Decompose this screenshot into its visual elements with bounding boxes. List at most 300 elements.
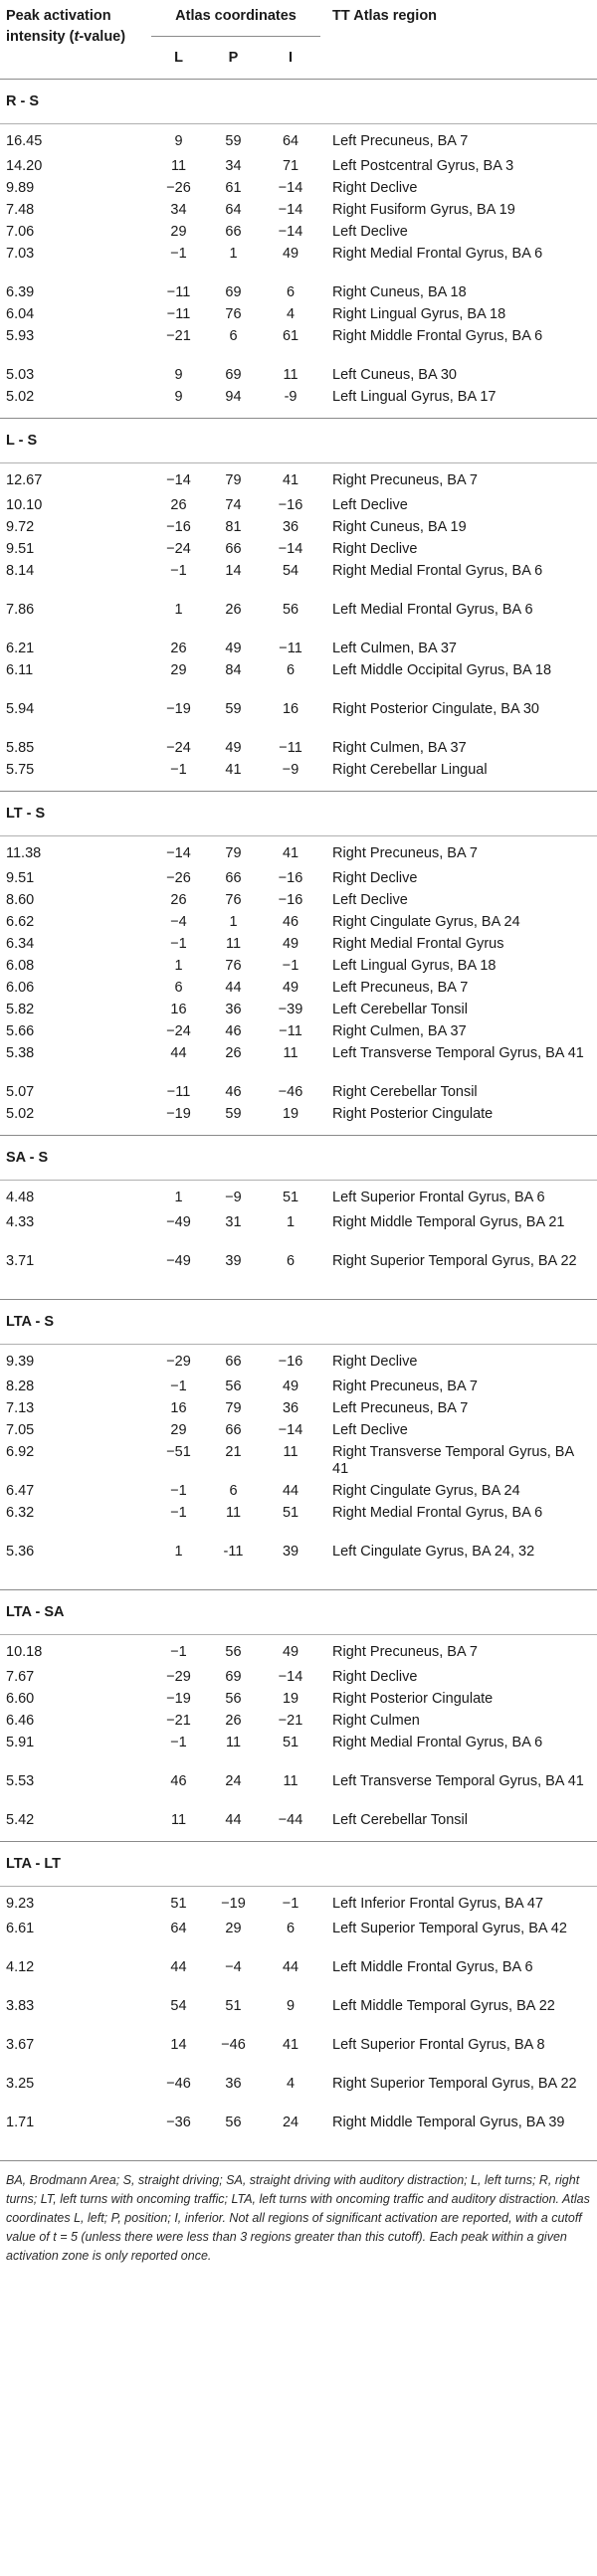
section-header-row <box>0 791 597 835</box>
cell-l: 9 <box>151 388 206 419</box>
cell-region: Right Precuneus, BA 7 <box>332 471 478 488</box>
header-tt-atlas-region: TT Atlas region <box>320 0 597 79</box>
table-row <box>0 869 597 891</box>
table-row <box>0 1399 597 1421</box>
cell-region: Right Declive <box>332 1353 418 1370</box>
cell-i: −39 <box>278 1001 303 1017</box>
cell-p: 64 <box>225 201 242 218</box>
cell-region: Left Declive <box>332 223 408 240</box>
cell-p: 11 <box>225 1734 242 1750</box>
cell-l: −46 <box>166 2075 191 2092</box>
cell-l: 16 <box>170 1001 187 1017</box>
cell-i: 11 <box>283 1772 298 1789</box>
table-row <box>0 979 597 1001</box>
cell-l: 54 <box>170 1997 187 2014</box>
cell-p: 59 <box>206 1105 261 1136</box>
table-row <box>0 123 597 157</box>
cell-region: Left Cerebellar Tonsil <box>332 1001 468 1017</box>
cell-intensity: 7.05 <box>6 1421 35 1438</box>
cell-region: Left Superior Frontal Gyrus, BA 8 <box>332 2036 545 2053</box>
cell-region: Left Precuneus, BA 7 <box>332 979 469 996</box>
table-row <box>0 1421 597 1443</box>
cell-p: 1 <box>229 245 238 262</box>
cell-intensity: 7.03 <box>6 245 35 262</box>
cell-region: Right Cuneus, BA 19 <box>332 518 467 535</box>
cell-intensity: 6.61 <box>6 1920 35 1936</box>
header-peak-intensity <box>0 0 151 79</box>
cell-region: Right Superior Temporal Gyrus, BA 22 <box>332 2075 577 2092</box>
cell-p: -11 <box>206 1543 261 1590</box>
table-row <box>0 761 597 792</box>
cell-l: 29 <box>170 661 187 678</box>
cell-i: −9 <box>261 761 320 792</box>
table-row <box>0 891 597 913</box>
cell-region: Right Fusiform Gyrus, BA 19 <box>332 201 515 218</box>
cell-intensity: 6.39 <box>6 283 35 300</box>
cell-p: 44 <box>225 979 242 996</box>
cell-p: 76 <box>225 305 242 322</box>
cell-region: Left Precuneus, BA 7 <box>332 132 469 149</box>
cell-intensity: 8.28 <box>6 1378 35 1394</box>
table-row <box>0 700 597 739</box>
cell-region: Right Cerebellar Lingual <box>320 761 597 792</box>
cell-l: −1 <box>170 1504 187 1521</box>
cell-region: Right Cuneus, BA 18 <box>332 283 467 300</box>
cell-p: 29 <box>225 1920 242 1936</box>
cell-i: −16 <box>278 496 303 513</box>
table-row <box>0 1378 597 1399</box>
cell-region: Left Declive <box>332 496 408 513</box>
cell-region: Right Precuneus, BA 7 <box>332 1378 478 1394</box>
cell-region: Right Posterior Cingulate <box>320 1105 597 1136</box>
table-row <box>0 223 597 245</box>
cell-l: −1 <box>170 1482 187 1499</box>
cell-p: 69 <box>225 366 242 383</box>
table-row <box>0 518 597 540</box>
cell-l: −11 <box>166 283 191 300</box>
cell-i: −44 <box>261 1811 320 1842</box>
cell-p: 44 <box>206 1811 261 1842</box>
cell-region: Right Posterior Cingulate, BA 30 <box>332 700 539 717</box>
cell-region: Right Precuneus, BA 7 <box>332 844 478 861</box>
cell-i: 11 <box>283 1443 298 1460</box>
cell-i: 36 <box>282 518 299 535</box>
table-row <box>0 1252 597 1300</box>
cell-i: −14 <box>278 540 303 557</box>
cell-l: −29 <box>166 1353 191 1370</box>
cell-p: 6 <box>229 1482 238 1499</box>
cell-i: −14 <box>278 223 303 240</box>
cell-i: 71 <box>282 157 299 174</box>
cell-i: 36 <box>282 1399 299 1416</box>
cell-intensity: 3.83 <box>6 1997 35 2014</box>
header-atlas-coordinates: Atlas coordinates <box>175 8 297 24</box>
table-row <box>0 2114 597 2161</box>
table-row <box>0 562 597 601</box>
cell-i: 61 <box>282 327 299 344</box>
cell-i: −14 <box>278 1668 303 1685</box>
cell-intensity: 7.06 <box>6 223 35 240</box>
cell-region: Left Culmen, BA 37 <box>332 640 457 656</box>
cell-p: 66 <box>225 223 242 240</box>
section-title: LTA - LT <box>0 1841 597 1886</box>
cell-l: 26 <box>170 640 187 656</box>
cell-region: Right Medial Frontal Gyrus, BA 6 <box>332 562 543 579</box>
cell-l: 44 <box>170 1044 187 1061</box>
cell-intensity: 7.86 <box>6 601 35 618</box>
cell-i: −14 <box>278 1421 303 1438</box>
cell-region: Left Declive <box>332 891 408 908</box>
table-row <box>0 835 597 869</box>
cell-intensity: 5.91 <box>6 1734 35 1750</box>
cell-region: Right Middle Temporal Gyrus, BA 39 <box>320 2114 597 2161</box>
cell-intensity: 5.42 <box>0 1811 151 1842</box>
cell-p: 56 <box>225 1643 242 1660</box>
table-row <box>0 1668 597 1690</box>
cell-p: 26 <box>225 601 242 618</box>
table-row <box>0 1958 597 1997</box>
cell-p: −4 <box>225 1958 242 1975</box>
table-row <box>0 1920 597 1958</box>
cell-p: 76 <box>225 891 242 908</box>
section-header-row <box>0 418 597 462</box>
cell-l: 29 <box>170 1421 187 1438</box>
cell-l: −26 <box>166 179 191 196</box>
cell-region: Right Medial Frontal Gyrus <box>332 935 504 952</box>
cell-i: −46 <box>278 1083 303 1100</box>
cell-region: Right Cingulate Gyrus, BA 24 <box>332 913 520 930</box>
cell-l: −21 <box>166 327 191 344</box>
cell-i: 49 <box>282 1378 299 1394</box>
cell-p: 59 <box>225 700 242 717</box>
table-row <box>0 935 597 957</box>
cell-p: 36 <box>225 1001 242 1017</box>
cell-p: 66 <box>225 540 242 557</box>
cell-l: −24 <box>166 540 191 557</box>
cell-intensity: 9.51 <box>6 869 35 886</box>
cell-intensity: 5.93 <box>6 327 35 344</box>
cell-p: 34 <box>225 157 242 174</box>
cell-intensity: 9.51 <box>6 540 35 557</box>
cell-p: 94 <box>206 388 261 419</box>
cell-l: −1 <box>170 935 187 952</box>
cell-intensity: 8.60 <box>6 891 35 908</box>
cell-l: −26 <box>166 869 191 886</box>
cell-region: Left Lingual Gyrus, BA 18 <box>332 957 497 974</box>
cell-region: Right Declive <box>332 540 418 557</box>
cell-intensity: 16.45 <box>6 132 43 149</box>
cell-region: Left Middle Occipital Gyrus, BA 18 <box>332 661 552 678</box>
table-row <box>0 601 597 640</box>
cell-region: Left Superior Frontal Gyrus, BA 6 <box>332 1189 545 1205</box>
header-intensity-t: t <box>74 29 80 45</box>
cell-p: 79 <box>225 471 242 488</box>
table-row <box>0 1001 597 1022</box>
table-row <box>0 739 597 761</box>
cell-p: 69 <box>225 1668 242 1685</box>
cell-l: 11 <box>151 1811 206 1842</box>
cell-p: −46 <box>221 2036 246 2053</box>
cell-l: −21 <box>166 1712 191 1729</box>
header-intensity-line1: Peak activation <box>6 8 111 24</box>
cell-region: Right Posterior Cingulate <box>332 1690 494 1707</box>
cell-l: 34 <box>170 201 187 218</box>
cell-i: −16 <box>278 869 303 886</box>
cell-l: −11 <box>166 305 191 322</box>
cell-i: 9 <box>286 1997 296 2014</box>
cell-intensity: 6.11 <box>6 661 34 678</box>
cell-p: 66 <box>225 1421 242 1438</box>
cell-p: 24 <box>225 1772 242 1789</box>
cell-i: 41 <box>282 471 299 488</box>
cell-l: 26 <box>170 496 187 513</box>
cell-p: 81 <box>225 518 242 535</box>
cell-p: 56 <box>206 2114 261 2161</box>
cell-i: 64 <box>282 132 299 149</box>
cell-intensity: 9.72 <box>6 518 35 535</box>
cell-i: −11 <box>279 640 302 656</box>
cell-i: 4 <box>286 2075 296 2092</box>
cell-l: −51 <box>166 1443 191 1460</box>
cell-intensity: 5.85 <box>6 739 35 756</box>
table-row <box>0 640 597 661</box>
table-row <box>0 366 597 388</box>
cell-l: 51 <box>170 1895 187 1912</box>
cell-intensity: 5.07 <box>6 1083 35 1100</box>
cell-p: 49 <box>225 640 242 656</box>
cell-region: Right Cerebellar Tonsil <box>332 1083 478 1100</box>
cell-l: 9 <box>174 366 183 383</box>
section-header-row <box>0 1841 597 1886</box>
cell-p: 11 <box>225 1504 242 1521</box>
cell-i: 6 <box>286 1920 296 1936</box>
table-row <box>0 957 597 979</box>
cell-region: Right Middle Frontal Gyrus, BA 6 <box>332 327 543 344</box>
cell-intensity: 3.67 <box>6 2036 35 2053</box>
table-row <box>0 1180 597 1213</box>
cell-intensity: 5.03 <box>6 366 35 383</box>
cell-p: 14 <box>225 562 242 579</box>
cell-i: 46 <box>282 913 299 930</box>
table-header <box>0 0 597 79</box>
cell-region: Right Medial Frontal Gyrus, BA 6 <box>332 1734 543 1750</box>
cell-l: −16 <box>166 518 191 535</box>
cell-p: 74 <box>225 496 242 513</box>
cell-intensity: 5.53 <box>6 1772 35 1789</box>
section-header-row <box>0 1589 597 1634</box>
cell-l: −1 <box>170 562 187 579</box>
cell-intensity: 5.75 <box>0 761 151 792</box>
cell-l: −36 <box>151 2114 206 2161</box>
cell-i: 6 <box>286 661 296 678</box>
cell-i: 16 <box>282 700 299 717</box>
cell-intensity: 6.32 <box>6 1504 35 1521</box>
table-row <box>0 913 597 935</box>
cell-region: Right Declive <box>332 179 418 196</box>
cell-i: 54 <box>282 562 299 579</box>
cell-intensity: 9.89 <box>6 179 35 196</box>
table-row <box>0 1734 597 1772</box>
cell-p: 21 <box>225 1443 242 1460</box>
cell-region: Right Lingual Gyrus, BA 18 <box>332 305 506 322</box>
cell-intensity: 6.60 <box>6 1690 35 1707</box>
cell-i: −16 <box>278 891 303 908</box>
cell-p: 66 <box>225 1353 242 1370</box>
section-title: LTA - SA <box>0 1589 597 1634</box>
table-row <box>0 1044 597 1083</box>
cell-p: 76 <box>225 957 242 974</box>
cell-region: Right Culmen, BA 37 <box>332 739 467 756</box>
cell-l: 29 <box>170 223 187 240</box>
cell-l: 9 <box>174 132 183 149</box>
cell-region: Left Cingulate Gyrus, BA 24, 32 <box>320 1543 597 1590</box>
cell-l: −11 <box>166 1083 191 1100</box>
cell-l: 1 <box>151 1543 206 1590</box>
table-row <box>0 1443 597 1482</box>
table-row <box>0 1504 597 1543</box>
table-row <box>0 1482 597 1504</box>
cell-p: 61 <box>225 179 242 196</box>
cell-l: 14 <box>170 2036 187 2053</box>
cell-intensity: 7.48 <box>6 201 35 218</box>
cell-intensity: 4.12 <box>6 1958 35 1975</box>
cell-p: 36 <box>225 2075 242 2092</box>
cell-l: 11 <box>170 157 187 174</box>
header-p: P <box>206 36 261 79</box>
cell-p: 84 <box>225 661 242 678</box>
cell-i: −11 <box>279 1022 302 1039</box>
cell-region: Right Medial Frontal Gyrus, BA 6 <box>332 245 543 262</box>
header-i: I <box>261 36 320 79</box>
cell-l: 44 <box>170 1958 187 1975</box>
table-row <box>0 1105 597 1136</box>
cell-i: 49 <box>282 979 299 996</box>
cell-intensity: 10.10 <box>6 496 43 513</box>
cell-intensity: 3.25 <box>6 2075 35 2092</box>
cell-l: 46 <box>170 1772 187 1789</box>
cell-i: 51 <box>282 1734 299 1750</box>
cell-i: 39 <box>261 1543 320 1590</box>
cell-i: 49 <box>282 935 299 952</box>
cell-p: 69 <box>225 283 242 300</box>
cell-l: 64 <box>170 1920 187 1936</box>
cell-intensity: 6.04 <box>6 305 35 322</box>
table-row <box>0 1772 597 1811</box>
cell-l: −49 <box>151 1252 206 1300</box>
table-row <box>0 179 597 201</box>
cell-intensity: 6.08 <box>6 957 35 974</box>
cell-region: Left Declive <box>332 1421 408 1438</box>
table-row <box>0 1543 597 1590</box>
cell-p: 79 <box>225 844 242 861</box>
cell-region: Left Transverse Temporal Gyrus, BA 41 <box>332 1044 584 1061</box>
table-row <box>0 1811 597 1842</box>
cell-region: Right Declive <box>332 869 418 886</box>
cell-region: Left Middle Frontal Gyrus, BA 6 <box>332 1958 533 1975</box>
table-row <box>0 157 597 179</box>
cell-intensity: 7.67 <box>6 1668 35 1685</box>
cell-l: −19 <box>166 700 191 717</box>
header-l: L <box>151 36 206 79</box>
cell-p: 6 <box>229 327 238 344</box>
cell-region: Right Culmen, BA 37 <box>332 1022 467 1039</box>
cell-region: Right Transverse Temporal Gyrus, BA 41 <box>332 1443 574 1477</box>
cell-i: -9 <box>261 388 320 419</box>
cell-i: 4 <box>286 305 296 322</box>
cell-l: −49 <box>166 1213 191 1230</box>
cell-intensity: 5.36 <box>0 1543 151 1590</box>
cell-intensity: 5.94 <box>6 700 35 717</box>
cell-region: Right Superior Temporal Gyrus, BA 22 <box>320 1252 597 1300</box>
cell-region: Left Cerebellar Tonsil <box>320 1811 597 1842</box>
header-intensity-line2-post: -value) <box>79 29 126 45</box>
cell-l: 26 <box>170 891 187 908</box>
cell-intensity: 6.34 <box>6 935 35 952</box>
cell-region: Left Inferior Frontal Gyrus, BA 47 <box>332 1895 543 1912</box>
cell-region: Left Transverse Temporal Gyrus, BA 41 <box>332 1772 584 1789</box>
cell-l: −14 <box>166 471 191 488</box>
cell-region: Left Precuneus, BA 7 <box>332 1399 469 1416</box>
cell-l: −1 <box>170 1734 187 1750</box>
cell-intensity: 6.47 <box>6 1482 35 1499</box>
cell-region: Left Superior Temporal Gyrus, BA 42 <box>332 1920 567 1936</box>
cell-l: −1 <box>170 1643 187 1660</box>
cell-intensity: 6.21 <box>6 640 35 656</box>
cell-intensity: 5.66 <box>6 1022 35 1039</box>
cell-intensity: 5.82 <box>6 1001 35 1017</box>
cell-intensity: 6.46 <box>6 1712 35 1729</box>
table-row <box>0 661 597 700</box>
cell-i: 51 <box>282 1504 299 1521</box>
table-row <box>0 1022 597 1044</box>
cell-p: 46 <box>225 1022 242 1039</box>
table-row <box>0 1344 597 1378</box>
cell-p: 31 <box>225 1213 242 1230</box>
cell-intensity: 5.02 <box>0 388 151 419</box>
cell-intensity: 8.14 <box>6 562 35 579</box>
cell-region: Left Middle Temporal Gyrus, BA 22 <box>332 1997 555 2014</box>
cell-p: 59 <box>225 132 242 149</box>
section-title: LTA - S <box>0 1299 597 1344</box>
table-row <box>0 540 597 562</box>
cell-l: −1 <box>170 1378 187 1394</box>
cell-region: Left Cuneus, BA 30 <box>332 366 457 383</box>
table-row <box>0 1213 597 1252</box>
cell-l: −19 <box>166 1690 191 1707</box>
cell-i: 56 <box>282 601 299 618</box>
cell-p: 26 <box>225 1044 242 1061</box>
cell-intensity: 11.38 <box>6 844 42 861</box>
cell-region: Right Middle Temporal Gyrus, BA 21 <box>332 1213 565 1230</box>
cell-i: 44 <box>282 1958 299 1975</box>
table-row <box>0 2075 597 2114</box>
cell-region: Right Declive <box>332 1668 418 1685</box>
table-row <box>0 327 597 366</box>
cell-intensity: 6.06 <box>6 979 35 996</box>
cell-i: 19 <box>282 1690 299 1707</box>
cell-region: Right Cingulate Gyrus, BA 24 <box>332 1482 520 1499</box>
cell-i: 51 <box>282 1189 299 1205</box>
cell-intensity: 12.67 <box>6 471 43 488</box>
table-row <box>0 1886 597 1920</box>
cell-i: 6 <box>286 283 296 300</box>
cell-p: 56 <box>225 1378 242 1394</box>
cell-l: 1 <box>174 957 183 974</box>
cell-p: 49 <box>225 739 242 756</box>
cell-intensity: 9.39 <box>6 1353 35 1370</box>
table-row <box>0 1690 597 1712</box>
header-intensity-line2-pre: intensity ( <box>6 29 75 45</box>
